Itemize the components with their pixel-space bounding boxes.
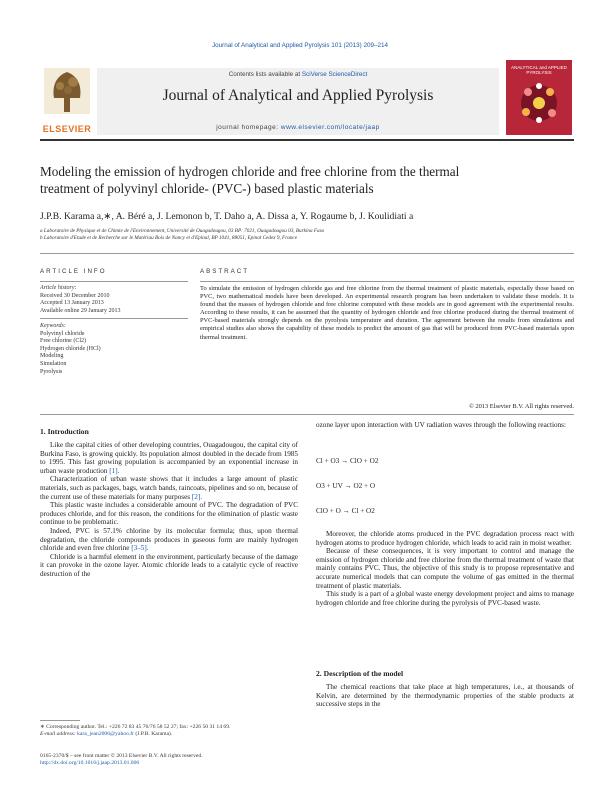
issn-line: 0165-2370/$ – see front matter © 2013 Elsevier B.V. All rights reserved. <box>40 753 203 759</box>
citation-link[interactable]: [1]. <box>109 466 120 475</box>
history-online: Available online 29 January 2013 <box>40 307 121 314</box>
keyword-item: Free chlorine (Cl2) <box>40 338 86 345</box>
title-line-2: treatment of polyvinyl chloride- (PVC-) based plastic materials <box>40 180 374 196</box>
sciencedirect-link[interactable]: SciVerse ScienceDirect <box>301 71 368 78</box>
equations <box>316 457 574 465</box>
paragraph: Moreover, the chloride atoms produced in the PVC degradation process react with hydrogen atoms to produce hydrogen chloride, which leads to acid rain in moist weather. <box>316 530 574 547</box>
affiliation-a: a Laboratoire de Physique et de Chimie de l'Environnement, Université de Ouagadougou, 03 BP: 7021, Ouagadougou 03, Burkina Faso <box>40 228 325 234</box>
paragraph: Chloride is a harmful element in the environment, particularly because of the damage it can provoke in the ozone layer. Atomic chloride leads to a catalytic cycle of reactive destruction of the <box>40 552 298 578</box>
paragraph: Because of these consequences, it is very important to control and manage the emission of hydrogen chloride and free chlorine from the thermal treatment of waste that mainly contains PVC. Thus, the objective of this study is to propose representative and accurate numerical models that can compute the volume of gas emitted in the thermal treatment of plastic materials. <box>316 547 574 590</box>
history-label: Article history: <box>40 285 77 291</box>
equation-3: ClO + O → Cl + O2 <box>316 507 375 515</box>
keyword-item: Modeling <box>40 353 64 360</box>
corresponding-author-note: ∗ Corresponding author. Tel.: +226 72 83 45 76/76 58 52 27; fax: +226 50 31 14 69. <box>40 724 231 730</box>
doi-link[interactable]: http://dx.doi.org/10.1016/j.jaap.2013.01.006 <box>40 760 140 767</box>
contents-line <box>97 71 499 78</box>
keyword-item: Polyvinyl chloride <box>40 330 85 337</box>
history-rule <box>40 318 188 319</box>
cover-art <box>514 80 564 126</box>
equation-1: Cl + O3 → ClO + O2 <box>316 457 379 465</box>
abstract-heading: ABSTRACT <box>200 268 250 275</box>
title-line-1: Modeling the emission of hydrogen chloride and free chlorine from the thermal <box>40 164 460 179</box>
paragraph: Indeed, PVC is 57.1% chlorine by its molecular formula; thus, upon thermal degradation, the chloride compounds produces in gaseous form are mainly hydrogen chloride and even free chlorine [3–5]. <box>40 526 298 553</box>
email-note: E-mail address: kara_jean2006@yahoo.fr (J.P.B. Karama). <box>40 731 173 738</box>
paragraph: The chemical reactions that take place at high temperatures, i.e., at thousands of Kelvin, are determined by the thermodynamic properties of the stable products at successive steps in the <box>316 683 574 709</box>
masthead <box>40 65 574 135</box>
affiliation-b: b Laboratoire d'Etude et de Recherche sur le Matériau Bois de Nancy et d'Epinal, BP 1041, 88051, Epinal Cedex 9, France <box>40 235 298 241</box>
front-matter <box>40 753 340 768</box>
left-column-body <box>40 441 298 579</box>
journal-title: Journal of Analytical and Applied Pyrolysis <box>162 87 434 104</box>
affiliations <box>40 228 580 242</box>
paragraph: ozone layer upon interaction with UV radiation waves through the following reactions: <box>316 421 566 429</box>
section-2-body <box>316 683 574 709</box>
publisher-name: ELSEVIER <box>42 124 92 134</box>
elsevier-logo <box>42 68 92 124</box>
history-accepted: Accepted 13 January 2013 <box>40 300 104 307</box>
abstract-bottom-rule <box>40 414 574 415</box>
footnotes <box>40 724 298 738</box>
running-header: Journal of Analytical and Applied Pyrolysis 101 (2013) 209–214 <box>211 42 389 49</box>
homepage-line <box>97 124 499 131</box>
keyword-item: Simulation <box>40 360 67 367</box>
contents-prefix: Contents lists available at <box>228 71 302 78</box>
paragraph: Characterization of urban waste shows that it includes a large amount of plastic materials, such as packages, bags, watch bands, raincoats, pipelines and so on, because of the current use of these materials for many purposes [2]. <box>40 475 298 501</box>
authors: J.P.B. Karama a,∗, A. Béré a, J. Lemonon b, T. Daho a, A. Dissa a, Y. Rogaume b, J. Koulidiati a <box>40 211 414 222</box>
homepage-link[interactable]: www.elsevier.com/locate/jaap <box>280 124 380 131</box>
paragraph: Like the capital cities of other developing countries, Ouagadougou, the capital city of Burkina Faso, is growing quickly. Its population almost doubled in the decade from 1985 to 1995. This fast growing population is accompanied by an exponential increase in urban waste production [1]. <box>40 441 298 475</box>
right-column-intro <box>316 421 574 430</box>
abstract-text: To simulate the emission of hydrogen chloride gas and free chlorine from the thermal treatment of plastic materials, especially those based on PVC, two mathematical models have been developed. An experimental research program has been undertaken to validate these models. It is found that the masses of hydrogen chloride and free chlorine computed with these models are in good agreement with the experimental results. According to these results, it can be assumed that the quantity of hydrogen chloride and free chlorine produced during the thermal treatment of PVC-based materials strongly depends on the pyrolysis temperature and duration. The agreement between the results from simulations and empirical studies also shows the capability of these models to predict the amount of gas that will be produced from PVC-based materials upon thermal treatment. <box>200 285 574 341</box>
paragraph: This study is a part of a global waste energy development project and aims to manage hydrogen chloride and free chlorine during the pyrolysis of PVC-based waste. <box>316 590 574 607</box>
citation-link[interactable]: [3–5]. <box>131 544 149 553</box>
right-column-body <box>316 530 574 607</box>
article-title <box>40 164 580 197</box>
abstract-rule <box>200 281 574 282</box>
article-info-heading: ARTICLE INFO <box>40 268 107 275</box>
masthead-rule <box>40 139 574 141</box>
keyword-item: Hydrogen chloride (HCl) <box>40 345 101 352</box>
email-link[interactable]: kara_jean2006@yahoo.fr <box>77 731 134 738</box>
journal-cover <box>506 60 572 135</box>
keywords <box>40 323 188 376</box>
equation-2-wrap <box>316 482 574 490</box>
article-info-rule <box>40 281 188 282</box>
citation-link[interactable]: [2]. <box>191 492 203 501</box>
homepage-prefix: journal homepage: <box>216 124 281 131</box>
section-1-heading: 1. Introduction <box>40 427 89 436</box>
paragraph: This plastic waste includes a considerable amount of PVC. The degradation of PVC produces chloride, and for this reason, the conditions for the elimination of plastic waste continue to be problematic. <box>40 501 298 527</box>
keywords-label: Keywords: <box>40 323 66 329</box>
keyword-item: Pyrolysis <box>40 368 63 375</box>
equation-2: O3 + UV → O2 + O <box>316 482 376 490</box>
equation-3-wrap <box>316 507 574 515</box>
article-history <box>40 285 188 315</box>
footnote-rule <box>40 720 80 721</box>
copyright: © 2013 Elsevier B.V. All rights reserved. <box>468 403 574 410</box>
section-2-heading: 2. Description of the model <box>316 669 404 678</box>
authors-rule <box>40 253 574 254</box>
cover-title: ANALYTICAL and APPLIED PYROLYSIS <box>511 65 567 75</box>
history-received: Received 30 December 2010 <box>40 292 110 299</box>
